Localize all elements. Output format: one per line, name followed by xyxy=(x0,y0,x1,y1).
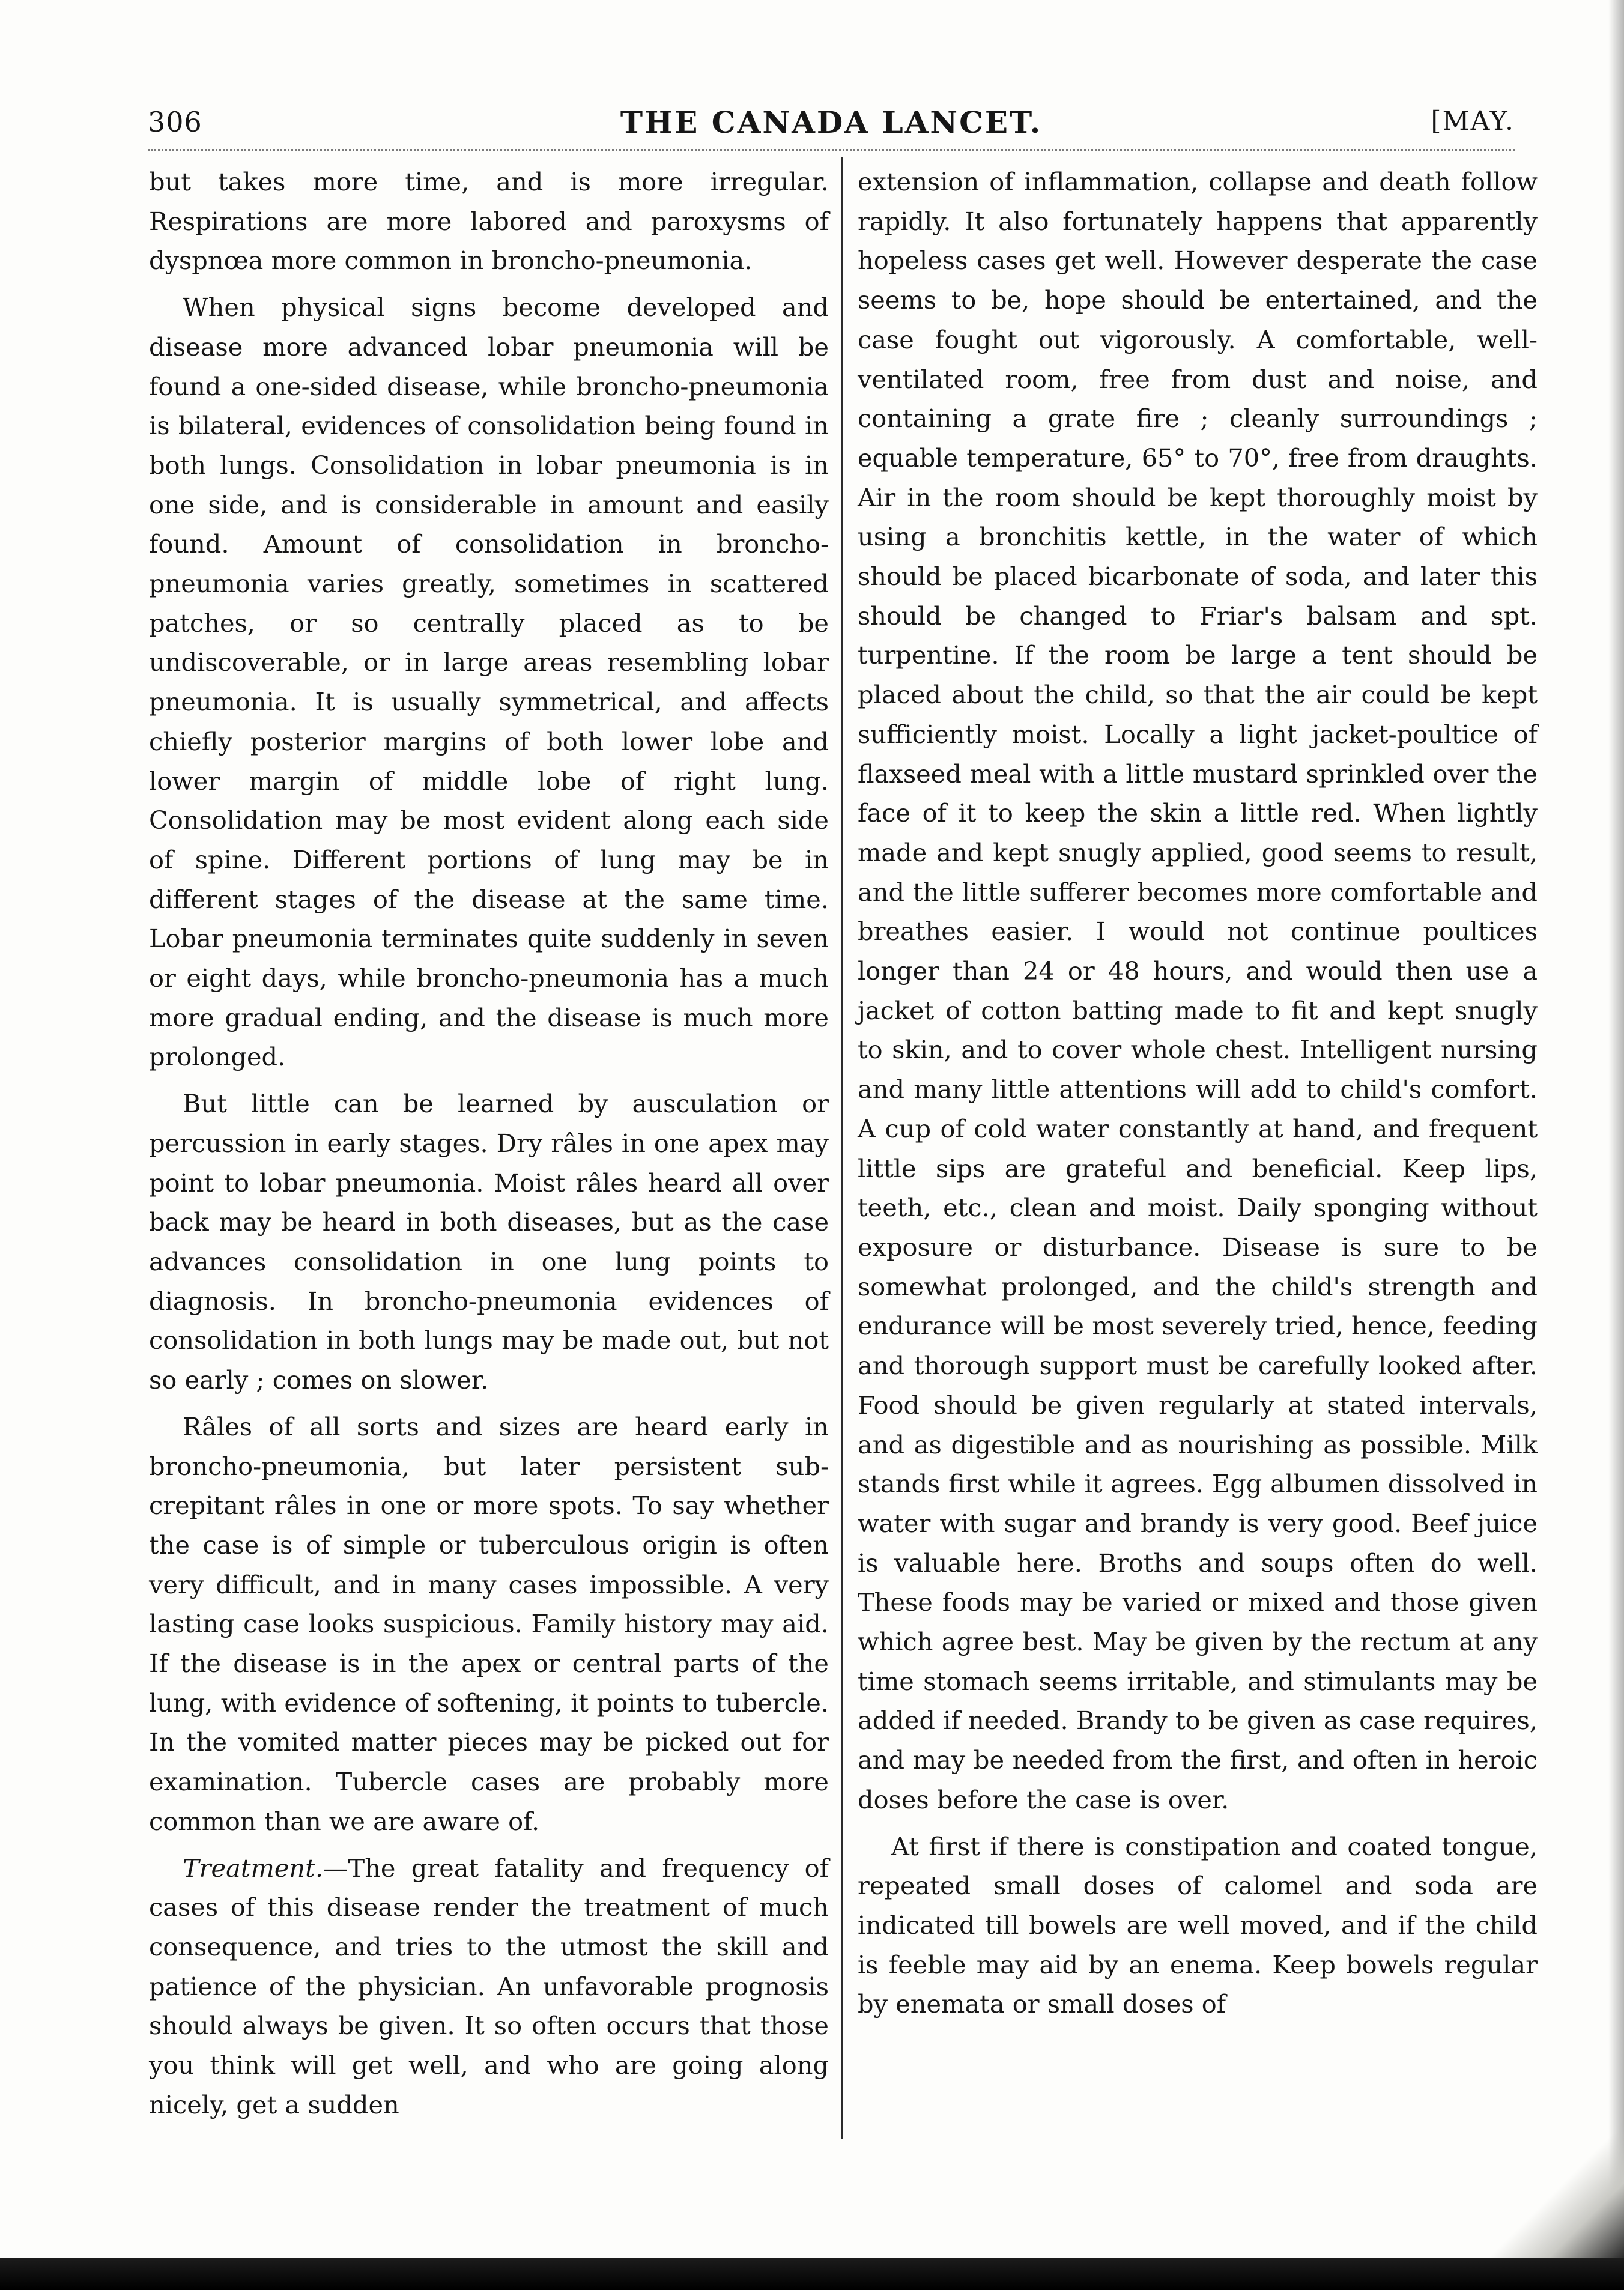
treatment-text: —The great fatality and frequency of cases of this disease render the treatment of much consequence, and tries to the utmost the skill and patience of the physician. An unfavorable prognosis should always be given. It so often occurs that those you think will get well, and who are going along nicely, get a sudden xyxy=(149,1853,829,2119)
running-header xyxy=(148,101,1515,143)
left-column xyxy=(149,162,829,2138)
page-spine-shadow xyxy=(1608,0,1624,2290)
paragraph: When physical signs become developed and disease more advanced lobar pneumonia will be found a one-sided disease, while broncho-pneumonia is bilateral, evidences of consolidation being found in both lungs. Consolidation in lobar pneumonia is in one side, and is considerable in amount and easily found. Amount of consolidation in broncho-pneumonia varies greatly, sometimes in scattered patches, or so centrally placed as to be undiscoverable, or in large areas resembling lobar pneumonia. It is usually symmetrical, and affects chiefly posterior margins of both lower lobe and lower margin of middle lobe of right lung. Consolidation may be most evident along each side of spine. Different portions of lung may be in different stages of the disease at the same time. Lobar pneumonia terminates quite suddenly in seven or eight days, while broncho-pneumonia has a much more gradual ending, and the disease is much more prolonged. xyxy=(149,292,829,1072)
issue-month: [MAY. xyxy=(1431,106,1515,136)
paragraph: But little can be learned by ausculation or percussion in early stages. Dry râles in one apex may point to lobar pneumonia. Moist râles heard all over back may be heard in both diseases, but as the case advances consolidation in one lung points to diagnosis. In broncho-pneumonia evidences of consolidation in both lungs may be made out, but not so early ; comes on slower. xyxy=(149,1089,829,1395)
treatment-heading: Treatment. xyxy=(183,1853,324,1883)
paragraph: Râles of all sorts and sizes are heard early in broncho-pneumonia, but later persistent sub-crepitant râles in one or more spots. To say whether the case is of simple or tuberculous origin is often very difficult, and in many cases impossible. A very lasting case looks suspicious. Family history may aid. If the disease is in the apex or central parts of the lung, with evidence of softening, it points to tubercle. In the vomited matter pieces may be picked out for examination. Tubercle cases are probably more common than we are aware of. xyxy=(149,1411,829,1836)
column-divider xyxy=(841,157,843,2139)
header-rule xyxy=(148,149,1515,151)
paragraph: but takes more time, and is more irregular. Respirations are more labored and paroxysms of dyspnœa more common in broncho-pneumonia. xyxy=(149,167,829,276)
right-column xyxy=(858,162,1538,2138)
page-corner-curl xyxy=(1480,2101,1624,2258)
page-number: 306 xyxy=(148,106,202,138)
paragraph: extension of inflammation, collapse and death follow rapidly. It also fortunately happens that apparently hopeless cases get well. However desperate the case seems to be, hope should be entertained, and the case fought out vigorously. A comfortable, well-ventilated room, free from dust and noise, and containing a grate fire ; cleanly surroundings ; equable temperature, 65° to 70°, free from draughts. Air in the room should be kept thoroughly moist by using a bronchitis kettle, in the water of which should be placed bicarbonate of soda, and later this should be changed to Friar's balsam and spt. turpentine. If the room be large a tent should be placed about the child, so that the air could be kept sufficiently moist. Locally a light jacket-poultice of flaxseed meal with a little mustard sprinkled over the face of it to keep the skin a little red. When lightly made and kept snugly applied, good seems to result, and the little sufferer becomes more comfortable and breathes easier. I would not continue poultices longer than 24 or 48 hours, and would then use a jacket of cotton batting made to fit and kept snugly to skin, and to cover whole chest. Intelligent nursing and many little attentions will add to child's comfort. A cup of cold water constantly at hand, and frequent little sips are grateful and beneficial. Keep lips, teeth, etc., clean and moist. Daily sponging without exposure or disturbance. Disease is sure to be somewhat prolonged, and the child's strength and endurance will be most severely tried, hence, feeding and thorough support must be carefully looked after. Food should be given regularly at stated intervals, and as digestible and as nourishing as possible. Milk stands first while it agrees. Egg albumen dissolved in water with sugar and brandy is very good. Beef juice is valuable here. Broths and soups often do well. These foods may be varied or mixed and those given which agree best. May be given by the rectum at any time stomach seems irritable, and stimulants may be added if needed. Brandy to be given as case requires, and may be needed from the first, and often in heroic doses before the case is over. xyxy=(858,167,1538,1814)
paragraph: At first if there is constipation and coated tongue, repeated small doses of calomel and soda are indicated till bowels are well moved, and if the child is feeble may aid by an enema. Keep bowels regular by enemata or small doses of xyxy=(858,1831,1538,2019)
treatment-paragraph xyxy=(149,1849,829,2125)
scan-bottom-edge xyxy=(0,2258,1624,2290)
journal-title: THE CANADA LANCET. xyxy=(620,105,1043,140)
